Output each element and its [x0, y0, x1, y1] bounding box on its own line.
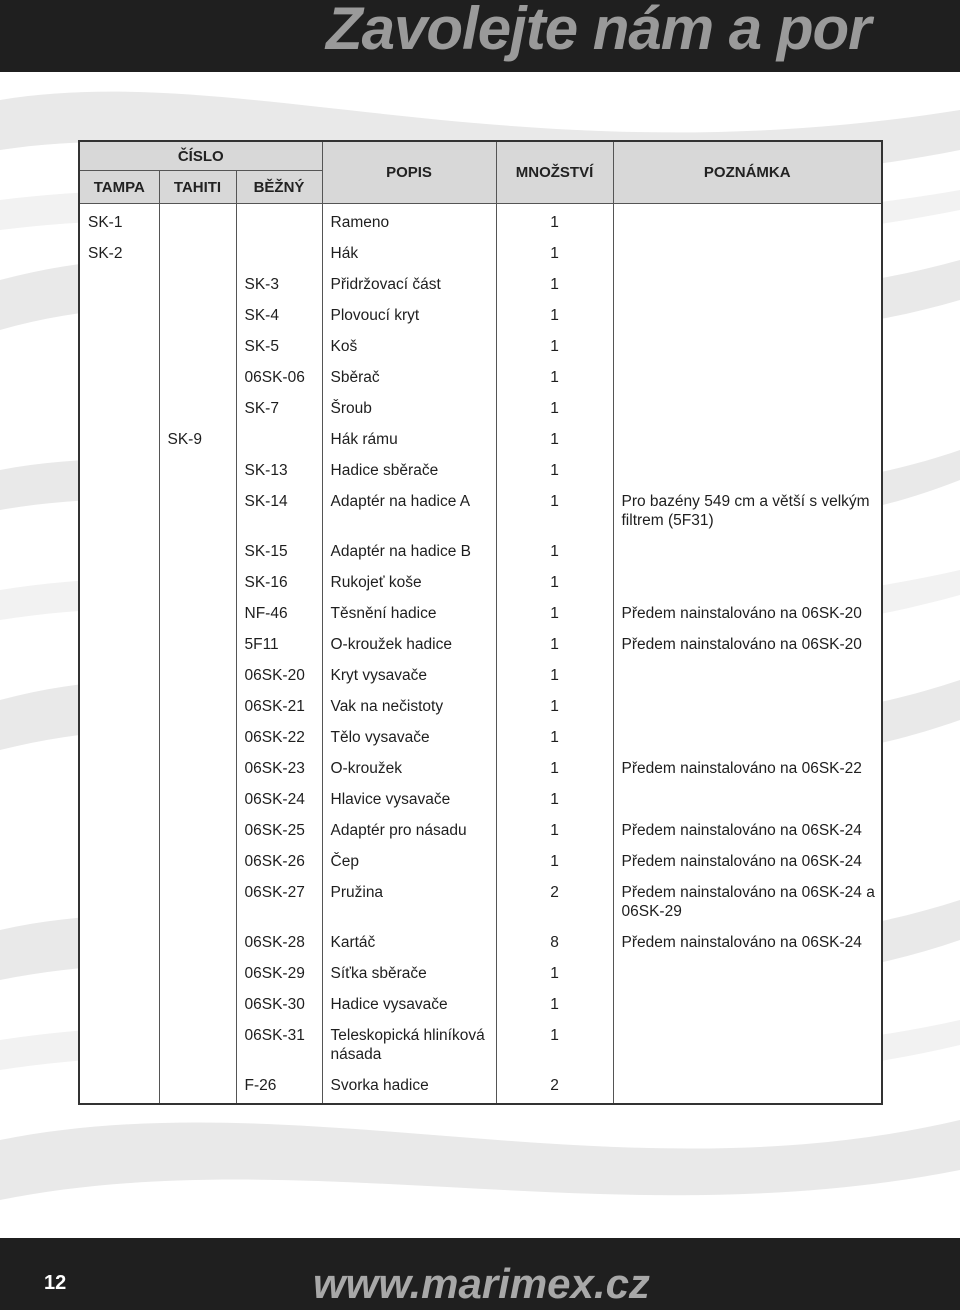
- table-row: [79, 598, 882, 629]
- cell-tahiti: [159, 660, 236, 691]
- table-row: [79, 567, 882, 598]
- cell-tampa: [79, 1070, 159, 1104]
- cell-poznamka: Předem nainstalováno na 06SK-24: [613, 846, 882, 877]
- cell-tampa: [79, 722, 159, 753]
- cell-poznamka: [613, 300, 882, 331]
- cell-bezny: 06SK-06: [236, 362, 322, 393]
- table-row: [79, 204, 882, 239]
- cell-popis: Hadice vysavače: [322, 989, 496, 1020]
- cell-popis: Hák: [322, 238, 496, 269]
- cell-poznamka: Předem nainstalováno na 06SK-20: [613, 598, 882, 629]
- cell-poznamka: [613, 660, 882, 691]
- cell-mnozstvi: 1: [496, 722, 613, 753]
- cell-tahiti: [159, 486, 236, 536]
- cell-tahiti: SK-9: [159, 424, 236, 455]
- cell-tampa: [79, 1020, 159, 1070]
- cell-popis: Rameno: [322, 204, 496, 239]
- cell-tahiti: [159, 536, 236, 567]
- cell-popis: Přidržovací část: [322, 269, 496, 300]
- cell-popis: Šroub: [322, 393, 496, 424]
- cell-popis: Hlavice vysavače: [322, 784, 496, 815]
- header-tampa: TAMPA: [79, 171, 159, 204]
- cell-poznamka: [613, 989, 882, 1020]
- table-row: [79, 536, 882, 567]
- cell-poznamka: [613, 722, 882, 753]
- cell-tahiti: [159, 846, 236, 877]
- cell-poznamka: Předem nainstalováno na 06SK-22: [613, 753, 882, 784]
- cell-poznamka: [613, 958, 882, 989]
- table-row: [79, 238, 882, 269]
- cell-popis: Těsnění hadice: [322, 598, 496, 629]
- table-row: [79, 660, 882, 691]
- table-row: [79, 846, 882, 877]
- cell-bezny: 06SK-22: [236, 722, 322, 753]
- cell-tampa: [79, 989, 159, 1020]
- cell-poznamka: [613, 536, 882, 567]
- cell-tampa: [79, 846, 159, 877]
- cell-tampa: [79, 691, 159, 722]
- table-row: [79, 362, 882, 393]
- cell-tahiti: [159, 455, 236, 486]
- table-row: [79, 877, 882, 927]
- table-row: [79, 300, 882, 331]
- cell-tampa: [79, 567, 159, 598]
- cell-popis: Plovoucí kryt: [322, 300, 496, 331]
- cell-mnozstvi: 1: [496, 846, 613, 877]
- cell-tahiti: [159, 629, 236, 660]
- cell-tampa: [79, 362, 159, 393]
- cell-mnozstvi: 1: [496, 784, 613, 815]
- cell-mnozstvi: 1: [496, 989, 613, 1020]
- cell-tampa: [79, 455, 159, 486]
- cell-bezny: 06SK-24: [236, 784, 322, 815]
- cell-poznamka: [613, 1070, 882, 1104]
- cell-tahiti: [159, 269, 236, 300]
- cell-bezny: 06SK-26: [236, 846, 322, 877]
- cell-mnozstvi: 1: [496, 486, 613, 536]
- cell-poznamka: [613, 1020, 882, 1070]
- cell-popis: Adaptér na hadice A: [322, 486, 496, 536]
- cell-mnozstvi: 1: [496, 269, 613, 300]
- table-row: [79, 1020, 882, 1070]
- cell-bezny: 06SK-29: [236, 958, 322, 989]
- cell-tahiti: [159, 1070, 236, 1104]
- table-row: [79, 958, 882, 989]
- cell-mnozstvi: 1: [496, 753, 613, 784]
- table-row: [79, 815, 882, 846]
- cell-tampa: [79, 753, 159, 784]
- cell-mnozstvi: 1: [496, 629, 613, 660]
- cell-bezny: 06SK-23: [236, 753, 322, 784]
- cell-bezny: SK-14: [236, 486, 322, 536]
- cell-mnozstvi: 1: [496, 424, 613, 455]
- cell-tampa: [79, 877, 159, 927]
- cell-bezny: SK-5: [236, 331, 322, 362]
- cell-popis: Svorka hadice: [322, 1070, 496, 1104]
- cell-tahiti: [159, 958, 236, 989]
- table-row: [79, 455, 882, 486]
- page-footer: [0, 1238, 960, 1310]
- cell-mnozstvi: 1: [496, 598, 613, 629]
- cell-tampa: [79, 660, 159, 691]
- cell-poznamka: Předem nainstalováno na 06SK-24: [613, 815, 882, 846]
- cell-bezny: SK-16: [236, 567, 322, 598]
- cell-poznamka: [613, 393, 882, 424]
- cell-mnozstvi: 1: [496, 362, 613, 393]
- cell-popis: Adaptér na hadice B: [322, 536, 496, 567]
- table-row: [79, 691, 882, 722]
- cell-popis: Koš: [322, 331, 496, 362]
- cell-popis: Síťka sběrače: [322, 958, 496, 989]
- cell-poznamka: [613, 691, 882, 722]
- table-row: [79, 753, 882, 784]
- cell-bezny: 06SK-21: [236, 691, 322, 722]
- cell-poznamka: Pro bazény 549 cm a větší s velkým filtrem (5F31): [613, 486, 882, 536]
- cell-tahiti: [159, 691, 236, 722]
- cell-tampa: [79, 927, 159, 958]
- page-header: [0, 0, 960, 72]
- header-tahiti: TAHITI: [159, 171, 236, 204]
- cell-poznamka: [613, 238, 882, 269]
- cell-bezny: NF-46: [236, 598, 322, 629]
- cell-mnozstvi: 1: [496, 393, 613, 424]
- cell-bezny: 06SK-30: [236, 989, 322, 1020]
- cell-tahiti: [159, 1020, 236, 1070]
- table-row: [79, 927, 882, 958]
- cell-bezny: 5F11: [236, 629, 322, 660]
- cell-bezny: 06SK-27: [236, 877, 322, 927]
- table-row: [79, 486, 882, 536]
- cell-poznamka: [613, 362, 882, 393]
- cell-mnozstvi: 1: [496, 691, 613, 722]
- cell-tahiti: [159, 815, 236, 846]
- cell-poznamka: [613, 424, 882, 455]
- cell-tampa: [79, 598, 159, 629]
- cell-tahiti: [159, 722, 236, 753]
- cell-tampa: [79, 958, 159, 989]
- table-row: [79, 331, 882, 362]
- cell-mnozstvi: 1: [496, 958, 613, 989]
- cell-bezny: [236, 424, 322, 455]
- cell-poznamka: [613, 455, 882, 486]
- cell-bezny: SK-15: [236, 536, 322, 567]
- footer-url: www.marimex.cz: [313, 1260, 650, 1307]
- cell-tahiti: [159, 331, 236, 362]
- cell-popis: Hák rámu: [322, 424, 496, 455]
- cell-tahiti: [159, 598, 236, 629]
- cell-tampa: [79, 815, 159, 846]
- cell-popis: Kartáč: [322, 927, 496, 958]
- cell-mnozstvi: 1: [496, 204, 613, 239]
- cell-tahiti: [159, 204, 236, 239]
- table-row: [79, 989, 882, 1020]
- cell-mnozstvi: 1: [496, 331, 613, 362]
- cell-popis: Pružina: [322, 877, 496, 927]
- cell-popis: Rukojeť koše: [322, 567, 496, 598]
- cell-mnozstvi: 8: [496, 927, 613, 958]
- cell-popis: Sběrač: [322, 362, 496, 393]
- cell-mnozstvi: 2: [496, 1070, 613, 1104]
- cell-poznamka: Předem nainstalováno na 06SK-24: [613, 927, 882, 958]
- table-row: [79, 784, 882, 815]
- cell-tampa: [79, 536, 159, 567]
- cell-popis: Hadice sběrače: [322, 455, 496, 486]
- header-title: Zavolejte nám a por: [326, 0, 871, 62]
- cell-mnozstvi: 1: [496, 1020, 613, 1070]
- cell-mnozstvi: 1: [496, 536, 613, 567]
- header-bezny: BĚŽNÝ: [236, 171, 322, 204]
- table-row: [79, 424, 882, 455]
- cell-popis: O-kroužek: [322, 753, 496, 784]
- cell-popis: O-kroužek hadice: [322, 629, 496, 660]
- cell-bezny: SK-4: [236, 300, 322, 331]
- cell-tahiti: [159, 300, 236, 331]
- cell-poznamka: Předem nainstalováno na 06SK-20: [613, 629, 882, 660]
- cell-poznamka: [613, 331, 882, 362]
- table-row: [79, 629, 882, 660]
- cell-bezny: 06SK-28: [236, 927, 322, 958]
- cell-tampa: [79, 424, 159, 455]
- cell-bezny: [236, 204, 322, 239]
- cell-tampa: [79, 784, 159, 815]
- cell-poznamka: Předem nainstalováno na 06SK-24 a 06SK-29: [613, 877, 882, 927]
- header-mnozstvi: MNOŽSTVÍ: [496, 141, 613, 204]
- cell-mnozstvi: 1: [496, 815, 613, 846]
- cell-bezny: F-26: [236, 1070, 322, 1104]
- cell-tampa: [79, 486, 159, 536]
- cell-poznamka: [613, 567, 882, 598]
- header-poznamka: POZNÁMKA: [613, 141, 882, 204]
- page-number: 12: [44, 1272, 67, 1294]
- table-row: [79, 393, 882, 424]
- cell-popis: Adaptér pro násadu: [322, 815, 496, 846]
- cell-tahiti: [159, 393, 236, 424]
- table-row: [79, 1070, 882, 1104]
- cell-tampa: [79, 300, 159, 331]
- cell-poznamka: [613, 269, 882, 300]
- cell-tampa: [79, 269, 159, 300]
- cell-tampa: SK-1: [79, 204, 159, 239]
- cell-bezny: 06SK-20: [236, 660, 322, 691]
- cell-tampa: [79, 331, 159, 362]
- parts-table-container: [78, 140, 883, 1105]
- header-popis: POPIS: [322, 141, 496, 204]
- parts-table-body: [79, 204, 882, 1105]
- cell-mnozstvi: 1: [496, 300, 613, 331]
- cell-popis: Čep: [322, 846, 496, 877]
- table-row: [79, 722, 882, 753]
- cell-tahiti: [159, 989, 236, 1020]
- cell-bezny: SK-13: [236, 455, 322, 486]
- cell-mnozstvi: 1: [496, 455, 613, 486]
- cell-bezny: SK-3: [236, 269, 322, 300]
- cell-tahiti: [159, 784, 236, 815]
- cell-bezny: 06SK-31: [236, 1020, 322, 1070]
- cell-poznamka: [613, 204, 882, 239]
- cell-mnozstvi: 1: [496, 660, 613, 691]
- cell-mnozstvi: 1: [496, 238, 613, 269]
- cell-tahiti: [159, 567, 236, 598]
- cell-tampa: [79, 629, 159, 660]
- cell-bezny: 06SK-25: [236, 815, 322, 846]
- cell-tampa: [79, 393, 159, 424]
- cell-mnozstvi: 1: [496, 567, 613, 598]
- cell-tahiti: [159, 753, 236, 784]
- cell-popis: Vak na nečistoty: [322, 691, 496, 722]
- cell-tampa: SK-2: [79, 238, 159, 269]
- cell-popis: Teleskopická hliníková násada: [322, 1020, 496, 1070]
- cell-bezny: SK-7: [236, 393, 322, 424]
- cell-mnozstvi: 2: [496, 877, 613, 927]
- cell-tahiti: [159, 877, 236, 927]
- cell-tahiti: [159, 927, 236, 958]
- cell-poznamka: [613, 784, 882, 815]
- cell-bezny: [236, 238, 322, 269]
- table-row: [79, 269, 882, 300]
- cell-popis: Kryt vysavače: [322, 660, 496, 691]
- cell-popis: Tělo vysavače: [322, 722, 496, 753]
- cell-tahiti: [159, 238, 236, 269]
- cell-tahiti: [159, 362, 236, 393]
- parts-table: [78, 140, 883, 1105]
- header-cislo-group: ČÍSLO: [79, 141, 322, 171]
